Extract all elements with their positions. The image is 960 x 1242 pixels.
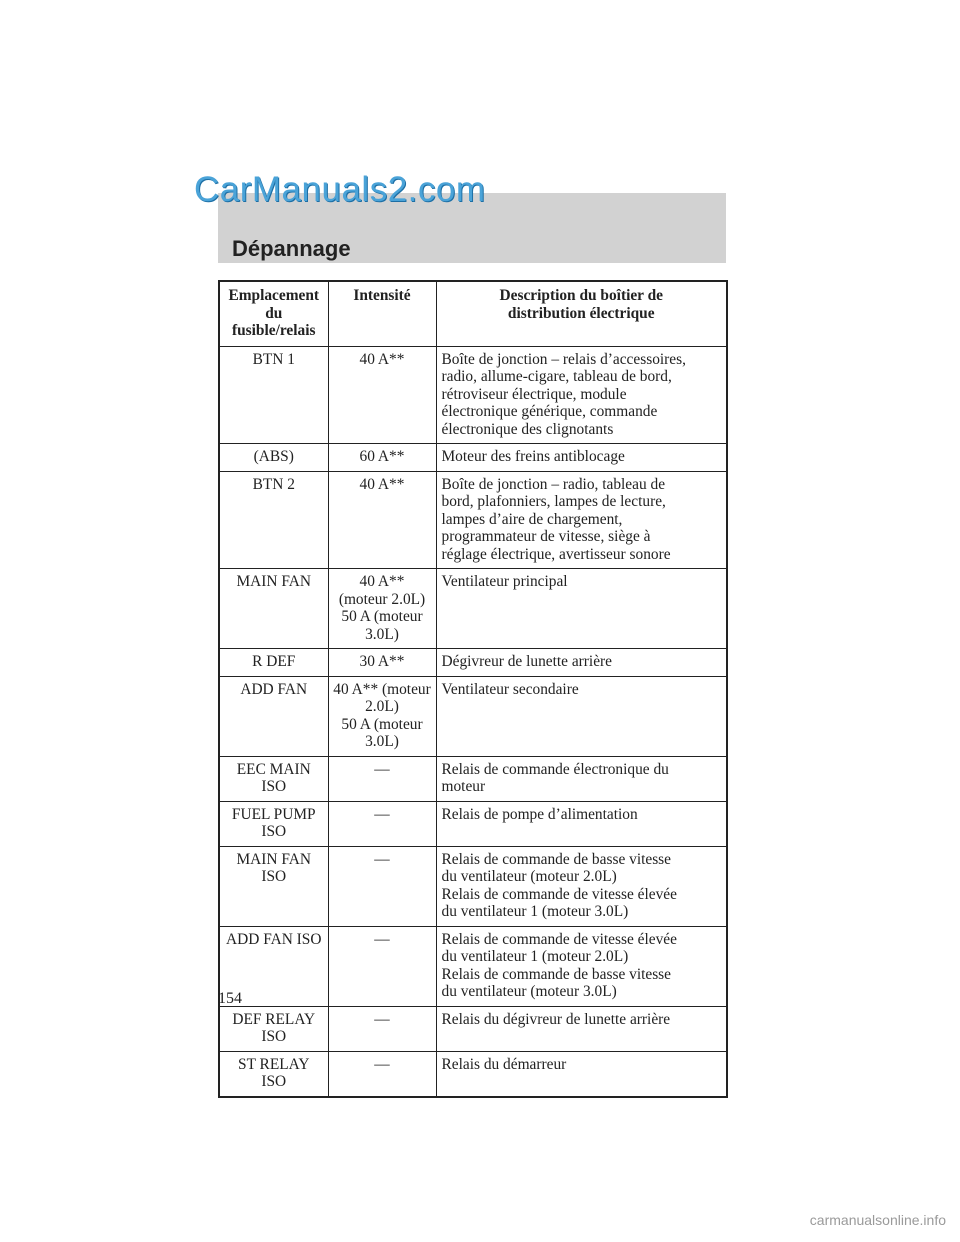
- table-row: [219, 471, 727, 569]
- section-title: Dépannage: [232, 236, 351, 261]
- cell-location: R DEF: [219, 649, 328, 677]
- cell-location: ST RELAY ISO: [219, 1051, 328, 1097]
- page-number: 154: [218, 990, 242, 1007]
- cell-amperage: 60 A**: [328, 444, 436, 472]
- cell-amperage: —: [328, 756, 436, 801]
- cell-description: Relais de commande électronique du moteur: [436, 756, 727, 801]
- cell-amperage: —: [328, 801, 436, 846]
- table-row: [219, 756, 727, 801]
- cell-location: ADD FAN: [219, 676, 328, 756]
- table-row: [219, 676, 727, 756]
- cell-amperage: 40 A** (moteur 2.0L) 50 A (moteur 3.0L): [328, 569, 436, 649]
- cell-description: Relais de pompe d’alimentation: [436, 801, 727, 846]
- cell-amperage: —: [328, 846, 436, 926]
- cell-amperage: —: [328, 926, 436, 1006]
- table-row: [219, 846, 727, 926]
- cell-location: ADD FAN ISO: [219, 926, 328, 1006]
- cell-amperage: 40 A** (moteur 2.0L) 50 A (moteur 3.0L): [328, 676, 436, 756]
- watermark-bottom: carmanualsonline.info: [809, 1212, 946, 1228]
- cell-amperage: 30 A**: [328, 649, 436, 677]
- header-amperage: Intensité: [328, 281, 436, 346]
- cell-location: (ABS): [219, 444, 328, 472]
- cell-location: MAIN FAN: [219, 569, 328, 649]
- cell-location: MAIN FAN ISO: [219, 846, 328, 926]
- table-row: [219, 444, 727, 472]
- table-row: [219, 346, 727, 444]
- cell-description: Moteur des freins antiblocage: [436, 444, 727, 472]
- table-row: [219, 926, 727, 1006]
- cell-location: DEF RELAY ISO: [219, 1006, 328, 1051]
- table-row: [219, 569, 727, 649]
- cell-amperage: —: [328, 1006, 436, 1051]
- watermark-top-logo: CarManuals2.com: [194, 170, 486, 209]
- header-description: Description du boîtier de distribution électrique: [436, 281, 727, 346]
- cell-description: Relais du démarreur: [436, 1051, 727, 1097]
- table-header-row: [219, 281, 727, 346]
- header-location: Emplacement du fusible/relais: [219, 281, 328, 346]
- table-row: [219, 801, 727, 846]
- cell-amperage: 40 A**: [328, 346, 436, 444]
- table-row: [219, 1006, 727, 1051]
- fuse-table: [218, 280, 728, 1098]
- cell-description: Ventilateur principal: [436, 569, 727, 649]
- cell-description: Dégivreur de lunette arrière: [436, 649, 727, 677]
- cell-location: BTN 1: [219, 346, 328, 444]
- cell-amperage: —: [328, 1051, 436, 1097]
- cell-description: Relais de commande de basse vitesse du ventilateur (moteur 2.0L) Relais de commande de vitesse élevée du ventilateur 1 (moteur 3.0L): [436, 846, 727, 926]
- cell-description: Boîte de jonction – relais d’accessoires, radio, allume-cigare, tableau de bord, rétroviseur électrique, module électronique générique, commande électronique des clignotants: [436, 346, 727, 444]
- cell-description: Ventilateur secondaire: [436, 676, 727, 756]
- table-row: [219, 1051, 727, 1097]
- cell-location: FUEL PUMP ISO: [219, 801, 328, 846]
- cell-description: Boîte de jonction – radio, tableau de bord, plafonniers, lampes de lecture, lampes d’aire de chargement, programmateur de vitesse, siège à réglage électrique, avertisseur sonore: [436, 471, 727, 569]
- cell-description: Relais de commande de vitesse élevée du ventilateur 1 (moteur 2.0L) Relais de commande de basse vitesse du ventilateur (moteur 3.0L): [436, 926, 727, 1006]
- cell-location: BTN 2: [219, 471, 328, 569]
- cell-location: EEC MAIN ISO: [219, 756, 328, 801]
- table-row: [219, 649, 727, 677]
- table-body: [219, 346, 727, 1097]
- cell-amperage: 40 A**: [328, 471, 436, 569]
- cell-description: Relais du dégivreur de lunette arrière: [436, 1006, 727, 1051]
